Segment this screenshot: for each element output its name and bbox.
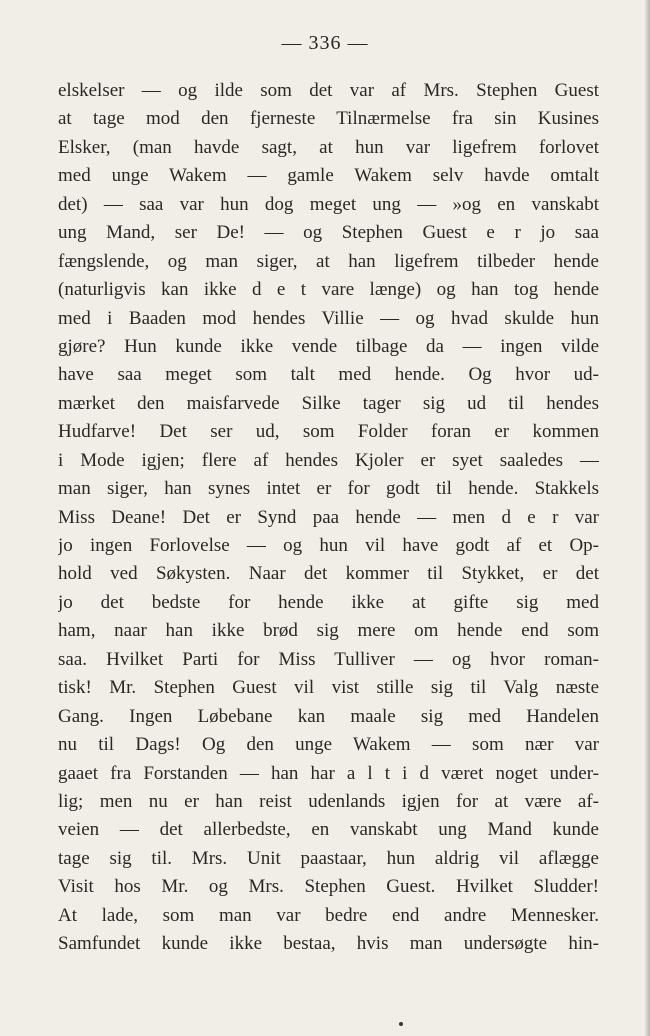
text-line: have saa meget som talt med hende. Og hvor ud- [58,364,599,386]
text-line: man siger, han synes intet er for godt til hende. Stakkels [58,478,599,500]
text-line: Miss Deane! Det er Synd paa hende — men d e r var [58,506,599,528]
text-line: gjøre? Hun kunde ikke vende tilbage da — ingen vilde [58,335,599,357]
text-line: elskelser — og ilde som det var af Mrs. Stephen Guest [58,80,599,101]
text-line: Elsker, (man havde sagt, at hun var ligefrem forlovet [58,136,599,158]
text-line: veien — det allerbedste, en vanskabt ung Mand kunde [58,819,599,841]
text-line: At lade, som man var bedre end andre Mennesker. [58,904,599,926]
text-line: jo det bedste for hende ikke at gifte sig med [58,591,599,613]
text-line: med unge Wakem — gamle Wakem selv havde omtalt [58,165,599,187]
text-line: at tage mod den fjerneste Tilnærmelse fra sin Kusines [58,108,599,130]
text-line: Gang. Ingen Løbebane kan maale sig med Handelen [58,705,599,727]
text-line: ung Mand, ser De! — og Stephen Guest e r jo saa [58,222,599,244]
text-line: hold ved Søkysten. Naar det kommer til Stykket, er det [58,563,599,585]
text-line: tisk! Mr. Stephen Guest vil vist stille sig til Valg næste [58,677,599,699]
text-line: gaaet fra Forstanden — han har a l t i d været noget under- [58,762,599,784]
text-line: saa. Hvilket Parti for Miss Tulliver — og hvor roman- [58,648,599,670]
text-line: mærket den maisfarvede Silke tager sig ud til hendes [58,392,599,414]
text-line: det) — saa var hun dog meget ung — »og en vanskabt [58,193,599,215]
text-line: Hudfarve! Det ser ud, som Folder foran er kommen [58,421,599,443]
print-speck [399,1022,403,1026]
page-number: — 336 — [281,32,369,54]
text-line: tage sig til. Mrs. Unit paastaar, hun aldrig vil aflægge [58,847,599,869]
text-line: lig; men nu er han reist udenlands igjen for at være af- [58,790,599,812]
text-line: fængslende, og man siger, at han ligefrem tilbeder hende [58,250,599,272]
text-line: nu til Dags! Og den unge Wakem — som nær var [58,734,599,756]
text-line: Visit hos Mr. og Mrs. Stephen Guest. Hvilket Sludder! [58,876,599,898]
text-line: med i Baaden mod hendes Villie — og hvad skulde hun [58,307,599,329]
text-line: ham, naar han ikke brød sig mere om hende end som [58,620,599,642]
text-line: (naturligvis kan ikke d e t vare længe) og han tog hende [58,279,599,301]
page-edge-shadow [644,0,650,1036]
body-text [58,77,599,959]
text-line: Samfundet kunde ikke bestaa, hvis man undersøgte hin- [58,933,599,955]
text-line: jo ingen Forlovelse — og hun vil have godt af et Op- [58,535,599,556]
text-line: i Mode igjen; flere af hendes Kjoler er syet saaledes — [58,449,599,471]
